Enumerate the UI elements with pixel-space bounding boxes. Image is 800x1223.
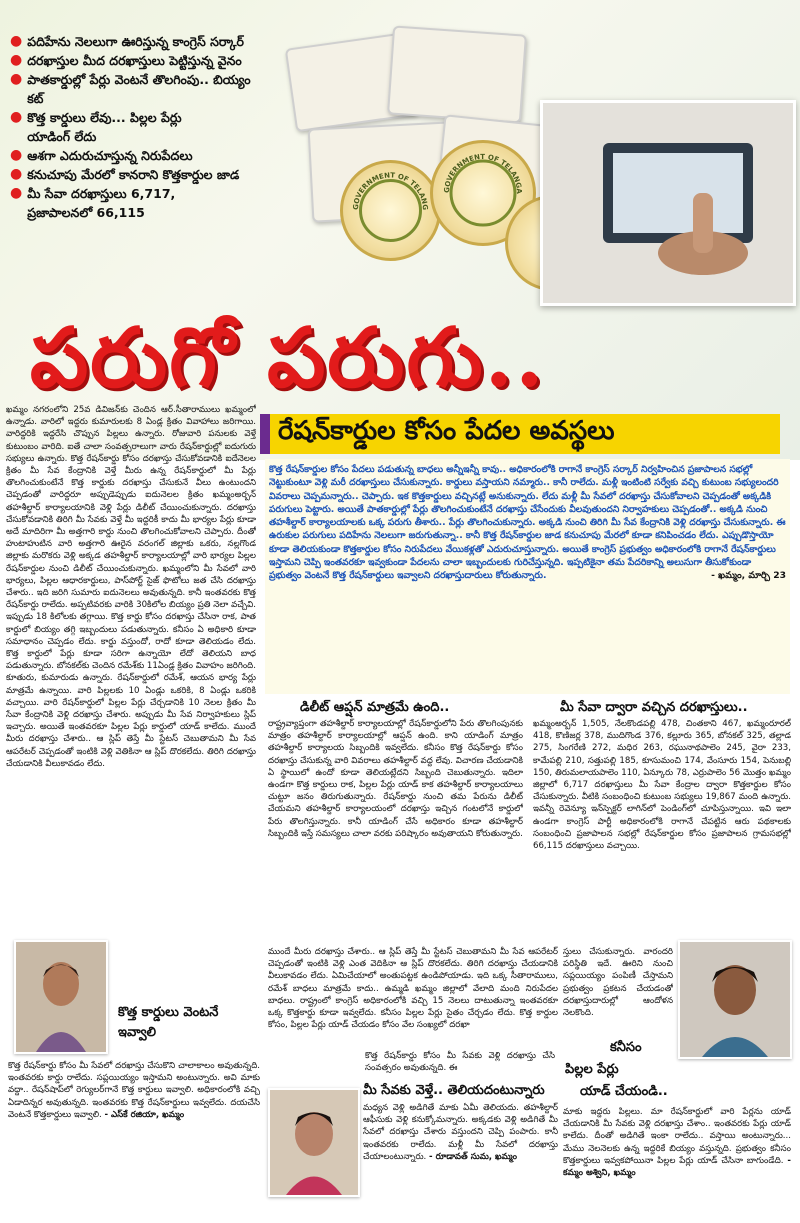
telangana-seal-image — [340, 160, 441, 261]
svg-text:GOVERNMENT OF TELANGANA: GOVERNMENT OF TELANGA — [442, 152, 524, 195]
meeseva-story-text: ఖమ్మంఅర్బన్ 1,505, నేలకొండపల్లి 478, చింతకాని 467, ఖమ్మంరూరల్ 418, కొణిజర్ల 378, ముదిగొండ 376, కల్లూరు 365, బోనకల్ 325, తల్లాడ 275, సింగరేణి 272, మధిర 263, రఘునాథపాలెం 245, వైరా 233, కామేపల్లి 210, సత్తుపల్లి 185, కూసుమంచి 174, వేంసూరు 154, పెనుబల్లి 150, తిరుమలాయపాలెం 110, ఏన్కూరు 78, ఎర్రుపాలెం 56 మొత్తం ఖమ్మం జిల్లాలో 6,717 దరఖాస్తులు మీ సేవా కేంద్రాల ద్వారా కొత్తకార్డుల కోసం చేసుకున్నారు. వీటికి సంబంధించి కుటుంబ సభ్యులు 19,867 మంది ఉన్నారు. ఇవన్నీ రెవెన్యూ ఇన్‌స్పెక్టర్ లాగిన్‌లో పెండింగ్‌లో చూపిస్తున్నాయి. ఇవి ఇలా ఉండగా కాంగ్రెస్ పార్టీ అధికారంలోకి రాగానే చేపట్టిన ఆరు పథకాలకు సంబంధించి ప్రజాపాలన సభల్లో రేషన్‌కార్డుల కోసం ప్రజాపాలన గ్రామసభల్లో 66,115 దరఖాస్తులు వచ్చాయి. — [533, 719, 791, 852]
biometric-photo — [540, 100, 796, 306]
bullet-item: ● ఆశగా ఎదురుచూస్తున్న నిరుపేదలు — [10, 147, 193, 163]
dateline: - ఖమ్మం, మార్చి 23 — [711, 570, 786, 582]
quote-right-text: మాకు ఇద్దరు పిల్లలు. మా రేషన్‌కార్డులో వారి పేర్లను యాడ్ చేయడానికి మీ సేవకు వెళ్లి దరఖాస్తు చేశాం.. ఇంతవరకు పేర్లు యాడ్ కాలేదు. దీంతో అడిగితే ఇంకా రాలేదు.. వస్తాయి అంటున్నారు... మేము నెలనెలకు ఉన్న ఇద్దరికే బియ్యం వస్తున్నది. ప్రభుత్వం కనీసం కొత్తకార్డులు ఇవ్వకపోయినా పిల్లల పేర్లు యాడ్ చేసినా బాగుండేది. - కమ్మం అశ్విని, ఖమ్మం — [563, 1107, 791, 1179]
quote-right-heading-a: కనీసం — [610, 1040, 642, 1055]
ration-card-image — [387, 25, 527, 123]
bullet-dot-icon: ● — [10, 166, 23, 182]
bullet-item: ● మీ సేవా దరఖాస్తులు 6,717, ప్రజాపాలనలో 66,115 — [10, 185, 176, 220]
bullet-dot-icon: ● — [10, 147, 23, 163]
main-headline: పరుగో పరుగు.. — [30, 310, 546, 406]
meeseva-story-heading: మీ సేవా ద్వారా వచ్చిన దరఖాస్తులు.. — [560, 700, 748, 715]
sub-headline-banner — [260, 414, 780, 454]
middle-story-tail: స్తులు చేసుకున్నారు. వారందరి పరిస్థితి ఇదే. ఊరిని నుంచి సప్లయియ్యం పంపిణీ చేస్తామని ప్రభుత్వం ప్రకటన చేయడంతో దరఖాస్తుదారుల్లో ఆందోళన నెలకొంది. — [563, 947, 673, 1018]
bullet-item: ● కనుచూపు మేరలో కానరాని కొత్తకార్డుల జాడ — [10, 166, 240, 182]
quote-middle-text: మధ్యన వెళ్లి అడిగితే మాకు ఏమీ తెలియదు. తహశీల్దార్ ఆఫీసుకు వెళ్లి కనుక్కోమన్నారు. అక్కడకు వెళ్లి అడిగితే మీ సేవలో దరఖాస్తు చేశారు వస్తుందని చెప్పి పంపారు. కానీ ఇంతవరకు రాలేదు. మళ్లీ మీ సేవలో దరఖాస్తు చేయాలంటున్నారు. - రూడావత్ సుమ, ఖమ్మం — [363, 1103, 558, 1162]
banner-accent-bar — [260, 414, 270, 454]
deletion-story-heading: డిలీట్ ఆప్షన్ మాత్రమే ఉంది.. — [300, 700, 450, 715]
quote-right-heading-c: యాడ్ చేయండి.. — [580, 1084, 668, 1099]
sub-headline: రేషన్‌కార్డుల కోసం పేదల అవస్థలు — [278, 416, 615, 446]
rajiya-photo — [14, 940, 108, 1054]
bullet-item: ● పదిహేను నెలలుగా ఊరిస్తున్న కాంగ్రెస్ సర్కార్ — [10, 33, 244, 49]
quote-right-byline: - కమ్మం అశ్విని, ఖమ్మం — [563, 1155, 791, 1179]
quote-left-byline: - ఎస్‌కే రజియా, ఖమ్మం — [104, 1109, 185, 1120]
quote-left-heading: కొత్త కార్డులు వెంటనే ఇవ్వాలి — [118, 1005, 219, 1040]
bullet-item: ● దరఖాస్తుల మీద దరఖాస్తులు పెట్టిస్తున్న వైనం — [10, 52, 242, 68]
left-story-column — [6, 404, 256, 964]
quote-middle-byline: - రూడావత్ సుమ, ఖమ్మం — [429, 1151, 518, 1162]
quote-right-heading-b: పిల్లల పేర్లు — [565, 1062, 619, 1077]
suma-photo — [268, 1088, 360, 1197]
ashwini-photo — [678, 940, 792, 1059]
bullet-item: ● పాతకార్డుల్లో పేర్లు వెంటనే తొలగింపు.. బియ్యం కట్ — [10, 71, 251, 106]
bullet-list — [10, 32, 280, 222]
middle-story-text: ముందే మీరు దరఖాస్తు చేశారు.. ఆ స్లిప్ తెస్తే మీ స్టేటస్ చెబుతామని మీ సేవ ఆపరేటర్ చెప్పడంతో ఇంటికి వెళ్లి ఎంత వెదికినా ఆ స్లిప్ దొరకలేదు. తిరిగి దరఖాస్తు చేయడానికి వీలుకావడం లేదు. ఏమిచేయాలో అంతుపట్టక ఉండిపోయాడు. ఇది ఒక్క సీతారాములు, రమేశ్ బాధలు మాత్రమే కాదు.. ఉమ్మడి ఖమ్మం జిల్లాలో వేలాది మంది నిరుపేదల బాధలు. రాష్ట్రంలో కాంగ్రెస్ అధికారంలోకి వచ్చి 15 నెలలు దాటుతున్నా ఇంతవరకూ ఒక్క కొత్తకార్డు కూడా ఇవ్వలేదు. కనీసం పిల్లల పేర్లు సైతం చేర్చడం లేదు. కొత్త కార్డుల కోసం, పిల్లల పేర్లు యాడ్ చేయడం కోసం వేల సంఖ్యలో దరఖా — [268, 947, 558, 1031]
bullet-dot-icon: ● — [10, 71, 23, 87]
intro-paragraph — [265, 459, 790, 694]
quote-left-text: కొత్త రేషన్‌కార్డు కోసం మీ సేవలో దరఖాస్తు చేసుకొని చాలాకాలం అవుతున్నది. ఇంతవరకు కార్డు రాలేదు. సప్లయియ్యం ఇస్తామని అంటున్నారు. అవి మాకు వద్దా.. రేషన్‌షాప్‌లో రెగ్యులర్‌గానే కొత్త కార్డులు ఇవ్వాలి. అధికారంలోకి వచ్చి ఏడాదిన్నర అవుతున్నది. ఇంతవరకు కొత్త రేషన్‌కార్డులు ఇవ్వలేదు. దయచేసి వెంటనే కొత్తకార్డులు ఇవ్వాలి. - ఎస్‌కే రజియా, ఖమ్మం — [8, 1061, 260, 1120]
ration-cards-photo — [290, 30, 790, 310]
bullet-dot-icon: ● — [10, 33, 23, 49]
svg-text:GOVERNMENT OF TELANGANA: GOVERNMENT OF TELANG — [351, 171, 430, 211]
bullet-dot-icon: ● — [10, 52, 23, 68]
intro-text: కొత్త రేషన్‌కార్డుల కోసం పేదలు పడుతున్న బాధలు అన్నీఇన్నీ కావు.. అధికారంలోకి రాగానే కాంగ్రెస్ సర్కార్ నిర్వహించిన ప్రజాపాలన సభల్లో నెట్టుకుంటూ వెళ్లి మరీ దరఖాస్తులు చేసుకున్నారు. కార్డులు వస్తాయని నమ్మారు.. కానీ రాలేదు. మళ్లీ ఇంటింటి సర్వేకు వచ్చి కుటుంబ సభ్యులందరి వివరాలు చెప్పమన్నారు.. చెప్పారు. ఇక కొత్తకార్డులు వచ్చినట్లే అనుకున్నారు. లేదు మళ్లీ మీ సేవలో దరఖాస్తు చేసుకోవాలని చెప్పడంతో అక్కడికి పరుగులు పెట్టారు. అయితే పాతకార్డుల్లో పేర్లు తొలగించుకుంటేనే దరఖాస్తు చేసేందుకు వీలవుతుందని నిర్వాహకులు చెప్పడంతో.. అక్కడి నుంచి తహశీల్దార్ కార్యాలయాలకు ఒక్క పరుగు తీశారు.. పేర్లు తొలగించుకున్నారు. అక్కడి నుంచి తిరిగి మీ సేవ కేంద్రానికి వెళ్లి దరఖాస్తు చేసుకున్నారు. ఈ ఉరుకుల పరుగులు పదిహేను నెలలుగా జరుగుతున్నా.. కానీ కొత్త రేషన్‌కార్డుల జాడ కనుచూపు మేరలో కూడా కనిపించడం లేదు. ఎప్పుడొస్తాయో కూడా తెలియకుండా కొత్తకార్డుల కోసం నిరుపేదలు వేయికళ్లతో ఎదురుచూస్తున్నారు. అయితే కాంగ్రెస్ ప్రభుత్వం అధికారంలోకి రాగానే రేషన్‌కార్డులు ఇస్తామని చెప్పి ఇంతవరకూ ఇవ్వకుండా పేదలను చాలా ఇబ్బందులకు గురిచేస్తున్నది. ఇప్పటికైనా తమ పేదరికాన్ని అలుసుగా తీసుకోకుండా ప్రభుత్వం వెంటనే కొత్త రేషన్‌కార్డులు ఇవ్వాలని దరఖాస్తుదారులు కోరుతున్నారు. — [269, 464, 786, 582]
left-story-text: ఖమ్మం నగరంలోని 25వ డివిజన్‌కు చెందిన ఆర్.సీతారాములు ఖమ్మంలో ఉన్నాడు. వారిలో ఇద్దరు కుమారులకు 8 ఏండ్ల క్రితం వివాహాలు జరిగాయి. వారిద్దరికి ఇద్దరేసి చొప్పున పిల్లలు ఉన్నారు. రోజువారి పనులకు వెళ్తే కుటుంబం వారిది. ఐతే చాలా సంవత్సరాలుగా వారు రేషన్‌కార్డుల్లో ఐదుగురు సభ్యులు ఉన్నారు. కొత్త రేషన్‌కార్డు కోసం దరఖాస్తు చేసుకోవడానికి ఐదేనెలల క్రితం మీ సేవ కేంద్రానికి వెళ్తే మీరు ఉన్న రేషన్‌కార్డులో మీ పేర్లు తొలగించుకుంటేనే కొత్త కార్డుకు దరఖాస్తు చేసుకునే వీలు ఉంటుందని చెప్పడంతో వారిద్దరూ అప్పుడెప్పుడు ఐదునెలల క్రితం ఖమ్మంఅర్బన్ తహశీల్దార్ కార్యాలయానికి వెళ్లి పేర్లు డిలీట్ చేయించుకున్నారు. దరఖాస్తు చేసుకోవడానికి తిరిగి మీ సేవకు వెళ్తే మీ ఇద్దరికీ కాదు మీ భార్యల పేర్లు కూడా అదే మాదిరిగా మీ అత్తగారి కార్డు నుంచి తొలగించుకోవాలని చెప్పారు. దీంతో హుటాహుటిన వారి అత్తగారి ఊరైన వరంగల్ జిల్లాకు ఒకరు, నల్లగొండ జిల్లాకు మరొకరు వెళ్లి అక్కడ తహశీల్దార్ కార్యాలయాల్లో వారి భార్యల పిల్లల రేషన్‌కార్డుల నుంచి డిలీట్ చేయించుకున్నారు. ఖమ్మంలోని మీ సేవలో వారి భార్యలు, పిల్లల ఆధారకార్డులు, పాస్‌పోర్ట్ సైజ్ ఫొటోలు జత చేసి దరఖాస్తు చేశారు.. ఇది జరిగి సుమారు ఐదునెలలు అవుతున్నది. కానీ ఇంతవరకు కొత్త రేషన్‌కార్డు రాలేదు. అప్పటివరకు వారికి 30కిలోల బియ్యం ప్రతి నెలా వచ్చేవి. ఇప్పుడు 18 కిలోలకు తగ్గాయి. కొత్త కార్డు కోసం దరఖాస్తు చేసినా రాక, పాత కార్డులో బియ్యం తగ్గి ఇబ్బందులు పడుతున్నారు. కనీసం ఏ అధికారి కూడా సమాధానం చెప్పడం లేదు. కార్డు వస్తుందో, రాదో కూడా తెలియడం లేదు. కొత్త కార్డులో పేర్లు కూడా సరిగా ఉన్నాయో లేదో తెలియని బాధ పడుతున్నారు. బోనకల్‌కు చెందిన రమేశ్‌కు 11ఏండ్ల క్రితం వివాహం జరిగింది. కూతురు, కుమారుడు ఉన్నారు. రేషన్‌కార్డులో రమేశ్, ఆయన భార్య పేర్లు మాత్రమే ఉన్నాయి. వారి పిల్లలకు 10 ఏండ్లు ఒకరికి, 8 ఏండ్లు ఒకరికి వచ్చాయి. వారి రేషన్‌కార్డులో పిల్లల పేర్లు చేర్చడానికి 10 నెలల క్రితం మీ సేవా కేంద్రానికి వెళ్లి దరఖాస్తు చేశారు. అప్పుడు మీ సేవ నిర్వాహకులు స్లిప్ ఇచ్చారు. అయితే ఇంతవరకూ పిల్లల పేర్లు కార్డులో యాడ్ కాలేదు. ముందే మీరు దరఖాస్తు చేశారు.. ఆ స్లిప్ తెస్తే మీ స్టేటస్ చెబుతామని మీ సేవ ఆపరేటర్ చెప్పడంతో ఇంటికి వెళ్లి వెతికినా ఆ స్లిప్ దొరకలేదు. తిరిగి దరఖాస్తు చేయడానికి వీలుకావడం లేదు. — [6, 405, 256, 769]
quote-middle-intro: కొత్త రేషన్‌కార్డు కోసం మీ సేవకు వెళ్లి దరఖాస్తు చేసి సంవత్సరం అవుతున్నది. ఈ — [365, 1051, 555, 1074]
bullet-item: ● కొత్త కార్డులు లేవు... పిల్లల పేర్లు యాడింగ్ లేదు — [10, 109, 182, 144]
bullet-dot-icon: ● — [10, 109, 23, 125]
bullet-dot-icon: ● — [10, 185, 23, 201]
deletion-story-text: రాష్ట్రవ్యాప్తంగా తహశీల్దార్ కార్యాలయాల్లో రేషన్‌కార్డులోని పేరు తొలగింపునకు మాత్రం తహశీల్దార్ కార్యాలయాల్లో ఆప్షన్ ఉంది. కాని యాడింగ్ మాత్రం తహశీల్దార్ కార్యాలయ సిబ్బందికి ఇవ్వలేదు. కనీసం కొత్త రేషన్‌కార్డు కోసం దరఖాస్తు చేసుకున్న వారి వివరాలు తహశీల్దార్ వద్ద లేవు. విచారణ చేయడానికి ఏ స్థాయిలో ఉందో కూడా తెలియట్లేదని సిబ్బంది చెబుతున్నారు. ఇదిలా ఉండగా కొత్త కార్డులు రాక, పిల్లల పేర్లు యాడ్ కాక తహశీల్దార్ కార్యాలయాలు చుట్టూ జనం తిరుగుతున్నారు. రేషన్‌కార్డు నుంచి తమ పేరును డిలీట్ చేయమని తహశీల్దార్ కార్యాలయంలో దరఖాస్తు ఇచ్చిన గంటలోనే కార్డులో పేరు తొలగిస్తున్నారు. కానీ యాడింగ్ చేసే అధికారం కూడా తహశీల్దార్ సిబ్బందికి ఇస్తే సమస్యలు చాలా వరకు పరిష్కారం అవుతాయని కోరుతున్నారు. — [268, 719, 523, 839]
quote-middle-heading: మీ సేవకు వెళ్తే.. తెలియదంటున్నారు — [363, 1083, 545, 1098]
